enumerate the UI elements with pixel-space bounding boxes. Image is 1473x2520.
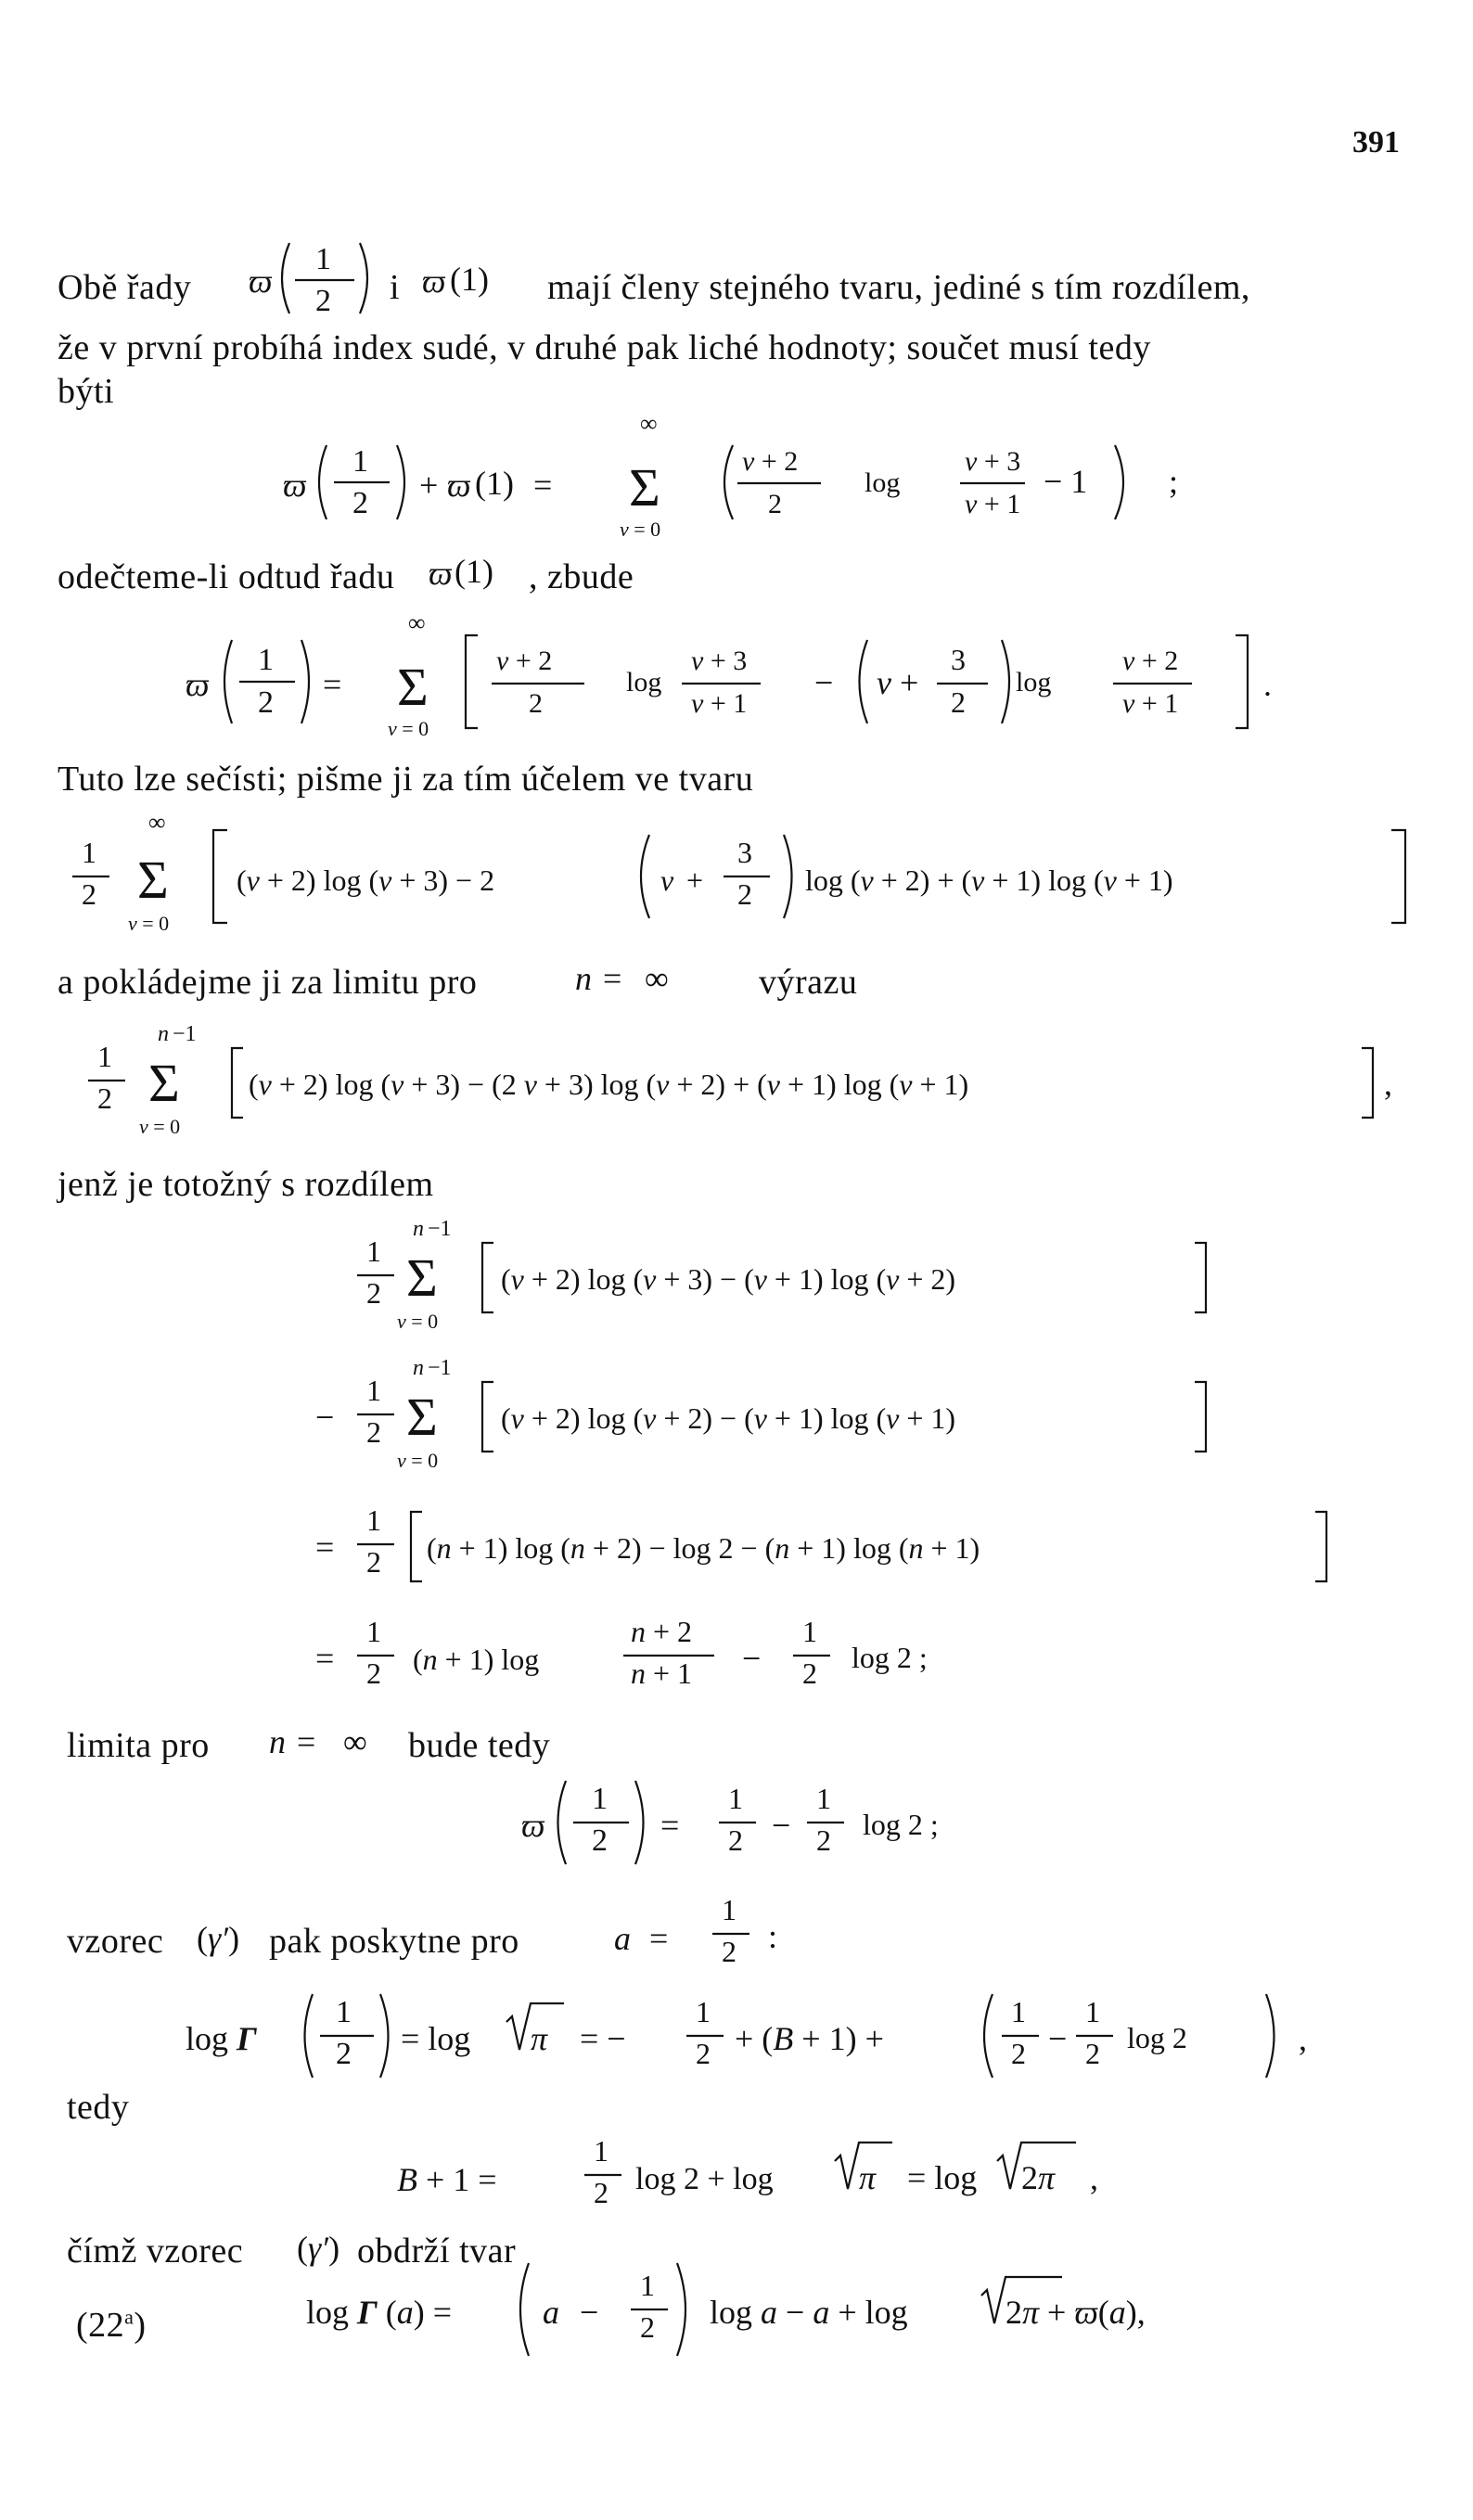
svg-text:ν + 1: ν + 1 [965,489,1021,519]
svg-text:.: . [1263,666,1272,703]
svg-text:ν + 1: ν + 1 [691,688,748,719]
svg-text:(γ′): (γ′) [297,2230,340,2267]
svg-text:Σ: Σ [406,1247,438,1308]
svg-text:n + 1: n + 1 [631,1657,693,1690]
svg-text:1: 1 [1011,1995,1026,2028]
svg-text:1: 1 [1085,1995,1100,2028]
equation-label: (22$^a$) [76,2305,147,2345]
text-i: i [390,268,401,307]
svg-text:ν: ν [877,664,891,701]
svg-text:−: − [742,1640,762,1677]
svg-text:−: − [315,1399,335,1436]
svg-text:1: 1 [640,2269,655,2302]
svg-text:(γ′): (γ′) [197,1920,240,1957]
svg-text:1: 1 [722,1893,736,1926]
svg-text:2: 2 [1085,2037,1100,2070]
svg-text:1: 1 [366,1503,381,1537]
svg-text:3: 3 [737,836,752,869]
svg-text:1: 1 [696,1995,711,2028]
svg-text:log 2 ;: log 2 ; [852,1641,928,1674]
svg-text:(ν + 2) log (ν + 3) − (ν + 1): (ν + 2) log (ν + 3) − (ν + 1) log (ν + 2) [501,1262,956,1296]
svg-text:Σ: Σ [406,1387,438,1447]
text-limita: limita pro [67,1726,210,1765]
svg-text:1: 1 [258,643,274,677]
svg-text:ν + 2: ν + 2 [742,446,799,477]
svg-text:2: 2 [696,2037,711,2070]
svg-text:(n + 1) log: (n + 1) log [413,1643,540,1676]
svg-text:log 2: log 2 [1127,2021,1187,2054]
svg-text:−: − [1048,2020,1068,2057]
svg-text:=: = [297,1723,316,1760]
svg-text:1: 1 [802,1615,817,1648]
text-obe-rady: Obě řady [58,268,192,307]
svg-text:1: 1 [592,1782,608,1816]
text-apokladejme: a pokládejme ji za limitu pro [58,963,478,1002]
svg-text:= log: = log [401,2020,471,2057]
svg-text:+: + [686,863,704,897]
svg-text:ν = 0: ν = 0 [397,1449,439,1472]
svg-text:Σ: Σ [148,1053,180,1113]
svg-text:1: 1 [336,1995,352,2029]
svg-text:2: 2 [366,1276,381,1310]
svg-text:(ν + 2) log (ν + 3) − (2 ν + 3: (ν + 2) log (ν + 3) − (2 ν + 3) log (ν + 2) + (ν + 1) log (ν + 1) [249,1068,969,1101]
svg-text:∞: ∞ [640,410,658,437]
svg-text:ν + 2: ν + 2 [1122,646,1179,676]
svg-text:− 1: − 1 [1044,463,1088,500]
svg-text:2: 2 [728,1823,743,1857]
svg-text:n + 2: n + 2 [631,1615,693,1648]
svg-text:(1): (1) [475,465,514,502]
svg-text:=: = [315,1640,335,1677]
svg-text:−: − [580,2294,599,2331]
svg-text:= −: = − [580,2020,626,2057]
svg-text:∞: ∞ [645,960,669,997]
text-odecteme: odečteme-li odtud řadu [58,557,395,596]
svg-text:2: 2 [640,2310,655,2344]
svg-text:2: 2 [258,685,274,720]
svg-text:ϖ: ϖ [283,467,307,504]
svg-text:=: = [660,1807,680,1844]
text-obdrzi: obdrží tvar [357,2232,517,2271]
svg-text:(1): (1) [450,261,489,298]
svg-text:ϖ: ϖ [447,467,471,504]
svg-text:(n + 1) log (n + 2) − log 2 −: (n + 1) log (n + 2) − log 2 − (n + 1) log (n + 1) [427,1531,980,1565]
svg-text:π: π [859,2159,877,2196]
svg-text:1: 1 [82,836,96,869]
svg-text:=: = [603,960,622,997]
svg-text:π: π [531,2020,548,2057]
svg-text:2: 2 [1011,2037,1026,2070]
svg-text:−1: −1 [428,1217,452,1241]
svg-text:2: 2 [366,1657,381,1690]
svg-text:ν + 2: ν + 2 [496,646,553,676]
svg-text:a: a [543,2294,559,2331]
svg-text:2: 2 [336,2037,352,2071]
svg-text:log Γ (a) =: log Γ (a) = [306,2294,453,2331]
svg-text:ν + 3: ν + 3 [691,646,748,676]
svg-text:log: log [865,467,901,498]
svg-text:2: 2 [951,685,966,719]
svg-text::: : [768,1918,778,1955]
svg-text:+: + [419,467,439,504]
svg-text:(1): (1) [455,553,493,590]
svg-text:ϖ: ϖ [429,555,453,592]
svg-text:ϖ: ϖ [186,666,210,703]
svg-text:;: ; [1169,463,1179,500]
svg-text:Σ: Σ [397,657,429,717]
svg-text:2π + ϖ(a),: 2π + ϖ(a), [1005,2294,1146,2331]
svg-text:1: 1 [97,1040,112,1073]
svg-text:=: = [533,467,553,504]
svg-text:−: − [772,1807,791,1844]
text-vzorec: vzorec [67,1922,164,1961]
svg-text:ν = 0: ν = 0 [620,518,661,541]
svg-text:2: 2 [366,1545,381,1579]
svg-text:log: log [1016,667,1052,697]
svg-text:1: 1 [816,1782,831,1815]
svg-text:,: , [1299,2020,1307,2057]
text-tedy: tedy [67,2088,130,2127]
svg-text:1: 1 [366,1374,381,1407]
svg-text:(ν + 2) log (ν + 2) − (ν + 1): (ν + 2) log (ν + 2) − (ν + 1) log (ν + 1) [501,1401,956,1435]
svg-text:2: 2 [594,2176,608,2209]
text-zbude: , zbude [529,557,634,596]
svg-text:∞: ∞ [408,609,426,636]
svg-text:1: 1 [728,1782,743,1815]
svg-text:ν + 1: ν + 1 [1122,688,1179,719]
svg-text:+ (B + 1) +: + (B + 1) + [735,2020,884,2057]
svg-text:3: 3 [951,643,966,676]
svg-text:−: − [814,664,834,701]
svg-text:1: 1 [352,444,368,479]
text-bude-tedy: bude tedy [408,1726,551,1765]
svg-text:2: 2 [722,1935,736,1968]
svg-text:2: 2 [768,489,782,519]
svg-text:log Γ: log Γ [186,2020,257,2057]
svg-text:1: 1 [315,242,331,276]
svg-text:ν = 0: ν = 0 [397,1310,439,1333]
svg-text:= log: = log [907,2159,978,2196]
svg-text:2: 2 [737,877,752,911]
svg-text:(ν + 2) log (ν + 3) − 2: (ν + 2) log (ν + 3) − 2 [237,863,495,897]
svg-text:=: = [315,1529,335,1566]
svg-text:n: n [269,1723,286,1760]
svg-text:Σ: Σ [629,457,660,518]
svg-text:log a − a + log: log a − a + log [710,2294,908,2331]
svg-text:2: 2 [366,1415,381,1449]
svg-text:n: n [158,1022,169,1046]
svg-text:n: n [413,1356,424,1380]
svg-text:Σ: Σ [137,850,169,910]
text-maji-cleny: mají členy stejného tvaru, jediné s tím rozdílem, [547,268,1250,307]
text-line2: že v první probíhá index sudé, v druhé pak liché hodnoty; součet musí tedy [58,328,1151,367]
svg-text:2: 2 [82,877,96,911]
page-number: 391 [1352,125,1400,160]
svg-text:1: 1 [366,1615,381,1648]
svg-text:ν = 0: ν = 0 [388,717,429,740]
text-vyrazu: výrazu [759,963,858,1002]
svg-text:2: 2 [97,1081,112,1115]
svg-text:=: = [649,1920,669,1957]
svg-text:ϖ: ϖ [249,262,273,300]
svg-text:1: 1 [366,1234,381,1268]
svg-text:,: , [1090,2159,1098,2196]
svg-text:+: + [900,664,919,701]
svg-text:2: 2 [802,1657,817,1690]
svg-text:n: n [575,960,592,997]
svg-text:2: 2 [529,688,543,719]
svg-text:∞: ∞ [343,1723,367,1760]
text-byti: býti [58,372,115,411]
svg-text:,: , [1384,1065,1392,1102]
svg-text:1: 1 [594,2134,608,2168]
svg-text:ν = 0: ν = 0 [139,1115,181,1138]
svg-text:−1: −1 [173,1022,197,1046]
svg-text:ν + 3: ν + 3 [965,446,1021,477]
svg-text:ϖ: ϖ [521,1807,545,1844]
svg-text:log (ν + 2) + (ν + 1) log (ν +: log (ν + 2) + (ν + 1) log (ν + 1) [805,863,1173,897]
svg-text:ϖ: ϖ [422,262,446,300]
svg-text:ν = 0: ν = 0 [128,912,170,935]
svg-text:∞: ∞ [148,809,166,836]
svg-text:−1: −1 [428,1356,452,1380]
svg-text:2: 2 [315,284,331,318]
svg-text:=: = [323,666,342,703]
svg-text:ν: ν [660,863,674,897]
text-poskytne: pak poskytne pro [269,1922,519,1961]
svg-text:2: 2 [816,1823,831,1857]
svg-text:2π: 2π [1021,2159,1056,2196]
svg-text:B + 1 =: B + 1 = [397,2161,497,2198]
svg-text:n: n [413,1217,424,1241]
text-cimz: čímž vzorec [67,2232,244,2271]
svg-text:log 2 + log: log 2 + log [635,2162,774,2196]
svg-text:2: 2 [352,486,368,520]
text-tuto: Tuto lze sečísti; pišme ji za tím účelem ve tvaru [58,760,754,799]
svg-text:log: log [626,667,662,697]
svg-text:log 2 ;: log 2 ; [863,1808,939,1841]
svg-text:a: a [614,1920,631,1957]
svg-text:2: 2 [592,1823,608,1858]
text-jenz: jenž je totožný s rozdílem [58,1165,434,1204]
